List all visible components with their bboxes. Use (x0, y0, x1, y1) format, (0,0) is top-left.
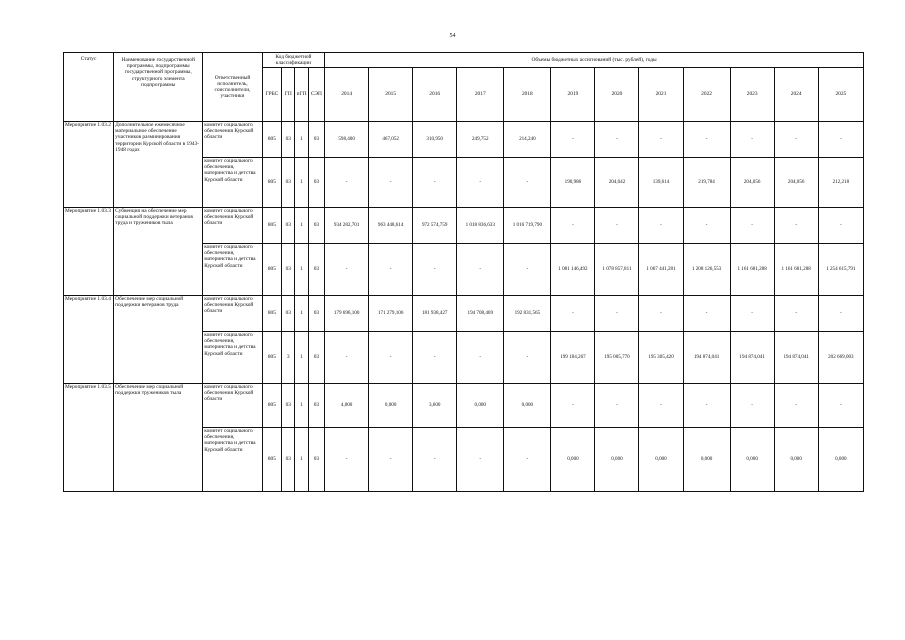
header-name: Наименование государственной программы, подпрограммы государственной программы, структурного элемента подпрограммы (114, 53, 203, 122)
value-cell: 3,600 (413, 384, 457, 428)
value-cell: 204,042 (595, 158, 639, 208)
code-cell: 1 (295, 158, 308, 208)
value-cell: - (504, 158, 551, 208)
status-cell: Мероприятие 1.03.2 (64, 122, 114, 208)
code-cell: 805 (262, 122, 281, 158)
value-cell: - (413, 332, 457, 384)
header-year: 2023 (730, 68, 774, 122)
value-cell: - (683, 384, 730, 428)
value-cell: 249,752 (457, 122, 504, 158)
value-cell: 4,000 (325, 384, 369, 428)
value-cell: - (504, 332, 551, 384)
value-cell: - (730, 384, 774, 428)
value-cell: 0,000 (551, 428, 595, 492)
value-cell: 139,614 (639, 158, 683, 208)
value-cell: - (369, 428, 413, 492)
value-cell: 219,784 (683, 158, 730, 208)
header-code-col: ГРБС (262, 68, 281, 122)
value-cell: 1 078 857,811 (595, 244, 639, 296)
code-cell: 03 (308, 428, 324, 492)
value-cell: 195 005,770 (595, 332, 639, 384)
name-cell: Субвенция на обеспечение мер социальной поддержки ветеранов труда и тружеников тыла (114, 208, 203, 296)
budget-table (63, 52, 864, 492)
value-cell: 204,056 (774, 158, 818, 208)
value-cell: - (774, 122, 818, 158)
code-cell: 03 (308, 332, 324, 384)
header-year: 2016 (413, 68, 457, 122)
code-cell: 03 (308, 384, 324, 428)
value-cell: - (457, 158, 504, 208)
code-cell: 3 (282, 332, 295, 384)
value-cell: 1 208 126,553 (683, 244, 730, 296)
table-row (64, 122, 864, 158)
status-cell: Мероприятие 1.03.5 (64, 384, 114, 492)
code-cell: 03 (282, 296, 295, 332)
name-cell: Дополнительное ежемесячное материальное обеспечение участников разминирования территории Курской области в 1943-1948 годах (114, 122, 203, 208)
header-year: 2018 (504, 68, 551, 122)
value-cell: - (325, 244, 369, 296)
value-cell: 192 831,565 (504, 296, 551, 332)
value-cell: - (730, 296, 774, 332)
value-cell: - (413, 428, 457, 492)
value-cell: 171 279,106 (369, 296, 413, 332)
value-cell: 212,218 (818, 158, 863, 208)
value-cell: 0,000 (818, 428, 863, 492)
status-cell: Мероприятие 1.03.4 (64, 296, 114, 384)
code-cell: 805 (262, 244, 281, 296)
value-cell: 1 161 681,288 (730, 244, 774, 296)
value-cell: - (683, 122, 730, 158)
value-cell: 1 254 615,791 (818, 244, 863, 296)
value-cell: - (457, 428, 504, 492)
value-cell: - (551, 122, 595, 158)
value-cell: - (818, 208, 863, 244)
value-cell: - (369, 332, 413, 384)
value-cell: 934 282,701 (325, 208, 369, 244)
header-volumes: Объемы бюджетных ассигнований (тыс. рублей), годы (325, 53, 864, 68)
code-cell: 03 (282, 244, 295, 296)
value-cell: - (504, 244, 551, 296)
value-cell: 194 874,041 (730, 332, 774, 384)
code-cell: 1 (295, 332, 308, 384)
executor-cell: комитет социального обеспечения, материнства и детства Курской области (203, 332, 262, 384)
code-cell: 805 (262, 384, 281, 428)
code-cell: 03 (308, 208, 324, 244)
value-cell: - (325, 332, 369, 384)
value-cell: - (683, 296, 730, 332)
code-cell: 03 (282, 208, 295, 244)
value-cell: 0,000 (730, 428, 774, 492)
value-cell: - (595, 208, 639, 244)
value-cell: - (639, 208, 683, 244)
value-cell: 0,000 (774, 428, 818, 492)
value-cell: - (730, 208, 774, 244)
value-cell: 181 938,427 (413, 296, 457, 332)
executor-cell: комитет социального обеспечения, материнства и детства Курской области (203, 428, 262, 492)
value-cell: 194 708,469 (457, 296, 504, 332)
value-cell: - (551, 208, 595, 244)
name-cell: Обеспечение мер социальной поддержки ветеранов труда (114, 296, 203, 384)
value-cell: 194 874,041 (774, 332, 818, 384)
value-cell: 310,950 (413, 122, 457, 158)
code-cell: 1 (295, 208, 308, 244)
header-executor: Ответственный исполнитель, соисполнители, участники (203, 53, 262, 122)
header-year: 2024 (774, 68, 818, 122)
value-cell: - (639, 384, 683, 428)
executor-cell: комитет социального обеспечения Курской области (203, 208, 262, 244)
value-cell: 972 574,759 (413, 208, 457, 244)
value-cell: - (369, 158, 413, 208)
value-cell: - (818, 296, 863, 332)
table-row (64, 384, 864, 428)
executor-cell: комитет социального обеспечения Курской области (203, 296, 262, 332)
header-year: 2017 (457, 68, 504, 122)
value-cell: 179 696,100 (325, 296, 369, 332)
code-cell: 1 (295, 122, 308, 158)
code-cell: 03 (282, 158, 295, 208)
value-cell: - (457, 332, 504, 384)
value-cell: - (818, 122, 863, 158)
value-cell: 0,000 (504, 384, 551, 428)
value-cell: - (595, 296, 639, 332)
value-cell: - (325, 428, 369, 492)
value-cell: - (413, 244, 457, 296)
value-cell: 0,000 (369, 384, 413, 428)
name-cell: Обеспечение мер социальной поддержки тружеников тыла (114, 384, 203, 492)
page-number: 54 (449, 33, 456, 39)
code-cell: 1 (295, 384, 308, 428)
header-year: 2022 (683, 68, 730, 122)
value-cell: - (774, 296, 818, 332)
value-cell: 214,240 (504, 122, 551, 158)
value-cell: - (774, 384, 818, 428)
value-cell: - (457, 244, 504, 296)
value-cell: 1 067 441,281 (639, 244, 683, 296)
table-row (64, 296, 864, 332)
header-code-col: СЭП (308, 68, 324, 122)
header-code-col: ГП (282, 68, 295, 122)
header-year: 2020 (595, 68, 639, 122)
code-cell: 03 (308, 158, 324, 208)
code-cell: 1 (295, 296, 308, 332)
header-year: 2014 (325, 68, 369, 122)
value-cell: - (325, 158, 369, 208)
header-year: 2025 (818, 68, 863, 122)
value-cell: - (683, 208, 730, 244)
table-row (64, 208, 864, 244)
value-cell: 1 081 146,492 (551, 244, 595, 296)
code-cell: 1 (295, 428, 308, 492)
value-cell: - (639, 122, 683, 158)
value-cell: - (369, 244, 413, 296)
value-cell: 1 016 719,790 (504, 208, 551, 244)
value-cell: - (818, 384, 863, 428)
value-cell: 204,056 (730, 158, 774, 208)
executor-cell: комитет социального обеспечения Курской области (203, 384, 262, 428)
value-cell: 963 448,614 (369, 208, 413, 244)
value-cell: 190,986 (551, 158, 595, 208)
value-cell: - (774, 208, 818, 244)
value-cell: - (551, 296, 595, 332)
code-cell: 805 (262, 208, 281, 244)
status-cell: Мероприятие 1.03.3 (64, 208, 114, 296)
header-budget-code: Код бюджетной классификации (262, 53, 324, 68)
executor-cell: комитет социального обеспечения, материнства и детства Курской области (203, 158, 262, 208)
value-cell: - (595, 122, 639, 158)
header-year: 2019 (551, 68, 595, 122)
value-cell: 1 018 836,633 (457, 208, 504, 244)
value-cell: 199 184,267 (551, 332, 595, 384)
value-cell: - (551, 384, 595, 428)
value-cell: 598,400 (325, 122, 369, 158)
value-cell: - (730, 122, 774, 158)
code-cell: 03 (282, 428, 295, 492)
code-cell: 03 (308, 244, 324, 296)
executor-cell: комитет социального обеспечения, материнства и детства Курской области (203, 244, 262, 296)
value-cell: 0,000 (457, 384, 504, 428)
value-cell: 0,000 (639, 428, 683, 492)
code-cell: 805 (262, 296, 281, 332)
code-cell: 03 (282, 384, 295, 428)
value-cell: 195 305,420 (639, 332, 683, 384)
value-cell: - (639, 296, 683, 332)
header-year: 2021 (639, 68, 683, 122)
value-cell: - (504, 428, 551, 492)
code-cell: 805 (262, 158, 281, 208)
value-cell: - (413, 158, 457, 208)
header-code-col: пГП (295, 68, 308, 122)
code-cell: 03 (282, 122, 295, 158)
code-cell: 03 (308, 296, 324, 332)
code-cell: 805 (262, 332, 281, 384)
value-cell: 194 874,041 (683, 332, 730, 384)
value-cell: 0,000 (595, 428, 639, 492)
header-status: Статус (64, 53, 114, 122)
header-year: 2015 (369, 68, 413, 122)
executor-cell: комитет социального обеспечения Курской области (203, 122, 262, 158)
value-cell: 202 669,003 (818, 332, 863, 384)
value-cell: 0,000 (683, 428, 730, 492)
code-cell: 805 (262, 428, 281, 492)
code-cell: 1 (295, 244, 308, 296)
code-cell: 03 (308, 122, 324, 158)
value-cell: - (595, 384, 639, 428)
value-cell: 1 161 681,288 (774, 244, 818, 296)
value-cell: 467,052 (369, 122, 413, 158)
